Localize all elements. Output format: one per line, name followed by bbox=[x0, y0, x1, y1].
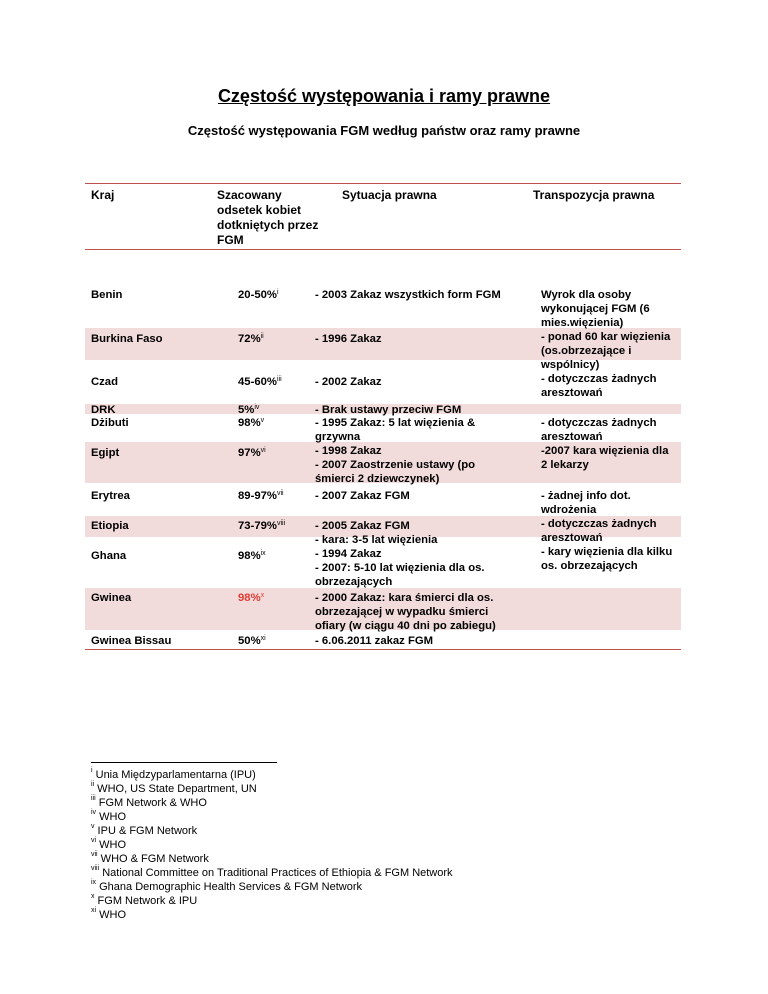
footnote: $^{vi}$ WHO bbox=[91, 837, 127, 851]
estimate-cell: 98%$^v$ bbox=[238, 417, 265, 429]
header-bottom-rule bbox=[85, 249, 681, 250]
legal-line: ofiary (w ciągu 40 dni po zabiegu) bbox=[315, 620, 496, 632]
estimate-cell: 5%$^{iv}$ bbox=[238, 404, 260, 416]
legal-line: - kara: 3-5 lat więzienia bbox=[315, 534, 438, 546]
country-cell: DRK bbox=[91, 404, 116, 416]
footnote: $^x$ FGM Network & IPU bbox=[91, 893, 198, 907]
country-cell: Benin bbox=[91, 289, 123, 301]
header-estimate-line-1: Szacowany bbox=[217, 188, 282, 202]
header-estimate-line-2: odsetek kobiet bbox=[217, 203, 302, 217]
country-cell: Gwinea Bissau bbox=[91, 635, 172, 647]
country-cell: Egipt bbox=[91, 447, 120, 459]
footnote: $^{xi}$ WHO bbox=[91, 907, 127, 921]
footnote-separator bbox=[91, 762, 277, 763]
estimate-cell: 89-97%$^{vii}$ bbox=[238, 490, 284, 502]
table-bottom-rule bbox=[85, 649, 681, 650]
header-estimate-line-3: dotkniętych przez bbox=[217, 218, 319, 232]
transposition-line: Wyrok dla osoby bbox=[541, 289, 632, 301]
legal-line: - 2007: 5-10 lat więzienia dla os. bbox=[315, 562, 485, 574]
footnote: $^{ii}$ WHO, US State Department, UN bbox=[91, 781, 257, 795]
country-cell: Burkina Faso bbox=[91, 333, 163, 345]
legal-line: - 2002 Zakaz bbox=[315, 376, 382, 388]
estimate-cell: 20-50%$^i$ bbox=[238, 289, 279, 301]
country-cell: Gwinea bbox=[91, 592, 132, 604]
transposition-line: - ponad 60 kar więzienia bbox=[541, 331, 671, 343]
transposition-line: os. obrzezających bbox=[541, 560, 638, 572]
legal-line: - 2003 Zakaz wszystkich form FGM bbox=[315, 289, 501, 301]
transposition-line: wspólnicy) bbox=[541, 359, 600, 371]
transposition-line: aresztowań bbox=[541, 532, 603, 544]
estimate-cell: 50%$^{xi}$ bbox=[238, 635, 266, 647]
transposition-line: aresztowań bbox=[541, 387, 603, 399]
legal-line: - 1995 Zakaz: 5 lat więzienia & bbox=[315, 417, 476, 429]
legal-line: - Brak ustawy przeciw FGM bbox=[315, 404, 462, 416]
estimate-cell: 98%$^{ix}$ bbox=[238, 550, 266, 562]
country-cell: Ghana bbox=[91, 550, 127, 562]
estimate-cell-highlighted: 98%$^x$ bbox=[238, 592, 265, 604]
legal-line: - 2000 Zakaz: kara śmierci dla os. bbox=[315, 592, 494, 604]
footnote: $^{iii}$ FGM Network & WHO bbox=[91, 795, 207, 809]
header-legal: Sytuacja prawna bbox=[342, 188, 437, 202]
header-country: Kraj bbox=[91, 188, 115, 202]
footnote: $^i$ Unia Międzyparlamentarna (IPU) bbox=[91, 767, 256, 781]
legal-line: - 2007 Zaostrzenie ustawy (po bbox=[315, 459, 476, 471]
footnote: $^{ix}$ Ghana Demographic Health Services & FGM Network bbox=[91, 879, 362, 893]
transposition-line: - dotyczczas żadnych bbox=[541, 518, 657, 530]
page-title: Częstość występowania i ramy prawne bbox=[217, 86, 551, 106]
transposition-line: (os.obrzezające i bbox=[541, 345, 632, 357]
country-cell: Czad bbox=[91, 376, 118, 388]
legal-line: obrzezającej w wypadku śmierci bbox=[315, 606, 489, 618]
legal-line: grzywna bbox=[315, 431, 361, 443]
country-cell: Dżibuti bbox=[91, 417, 129, 429]
transposition-line: - kary więzienia dla kilku bbox=[541, 546, 673, 558]
footnote: $^{viii}$ National Committee on Traditional Practices of Ethiopia & FGM Network bbox=[91, 865, 453, 879]
transposition-line: aresztowań bbox=[541, 431, 603, 443]
transposition-line: - dotyczczas żadnych bbox=[541, 417, 657, 429]
country-cell: Etiopia bbox=[91, 520, 129, 532]
transposition-line: wdrożenia bbox=[541, 504, 597, 516]
table-top-rule bbox=[85, 183, 681, 184]
transposition-line: 2 lekarzy bbox=[541, 459, 589, 471]
legal-line: - 1994 Zakaz bbox=[315, 548, 382, 560]
footnote: $^{iv}$ WHO bbox=[91, 809, 127, 823]
legal-line: - 1998 Zakaz bbox=[315, 445, 382, 457]
estimate-cell: 73-79%$^{viii}$ bbox=[238, 520, 286, 532]
table-caption: Częstość występowania FGM według państw oraz ramy prawne bbox=[187, 123, 581, 138]
transposition-line: - dotyczczas żadnych bbox=[541, 373, 657, 385]
estimate-cell: 45-60%$^{iii}$ bbox=[238, 376, 282, 388]
header-transposition: Transpozycja prawna bbox=[533, 188, 655, 202]
legal-line: - 6.06.2011 zakaz FGM bbox=[315, 635, 434, 647]
transposition-line: wykonującej FGM (6 bbox=[541, 303, 650, 315]
legal-line: obrzezających bbox=[315, 576, 393, 588]
estimate-cell: 97%$^{vi}$ bbox=[238, 447, 266, 459]
estimate-cell: 72%$^{ii}$ bbox=[238, 333, 264, 345]
footnote: $^{vii}$ WHO & FGM Network bbox=[91, 851, 209, 865]
header-estimate-line-4: FGM bbox=[217, 233, 244, 247]
legal-line: - 2005 Zakaz FGM bbox=[315, 520, 410, 532]
transposition-line: -2007 kara więzienia dla bbox=[541, 445, 669, 457]
footnote: $^v$ IPU & FGM Network bbox=[91, 823, 198, 837]
country-cell: Erytrea bbox=[91, 490, 130, 502]
legal-line: śmierci 2 dziewczynek) bbox=[315, 473, 440, 485]
transposition-line: - żadnej info dot. bbox=[541, 490, 631, 502]
transposition-line: mies.więzienia) bbox=[541, 317, 624, 329]
legal-line: - 1996 Zakaz bbox=[315, 333, 382, 345]
legal-line: - 2007 Zakaz FGM bbox=[315, 490, 410, 502]
